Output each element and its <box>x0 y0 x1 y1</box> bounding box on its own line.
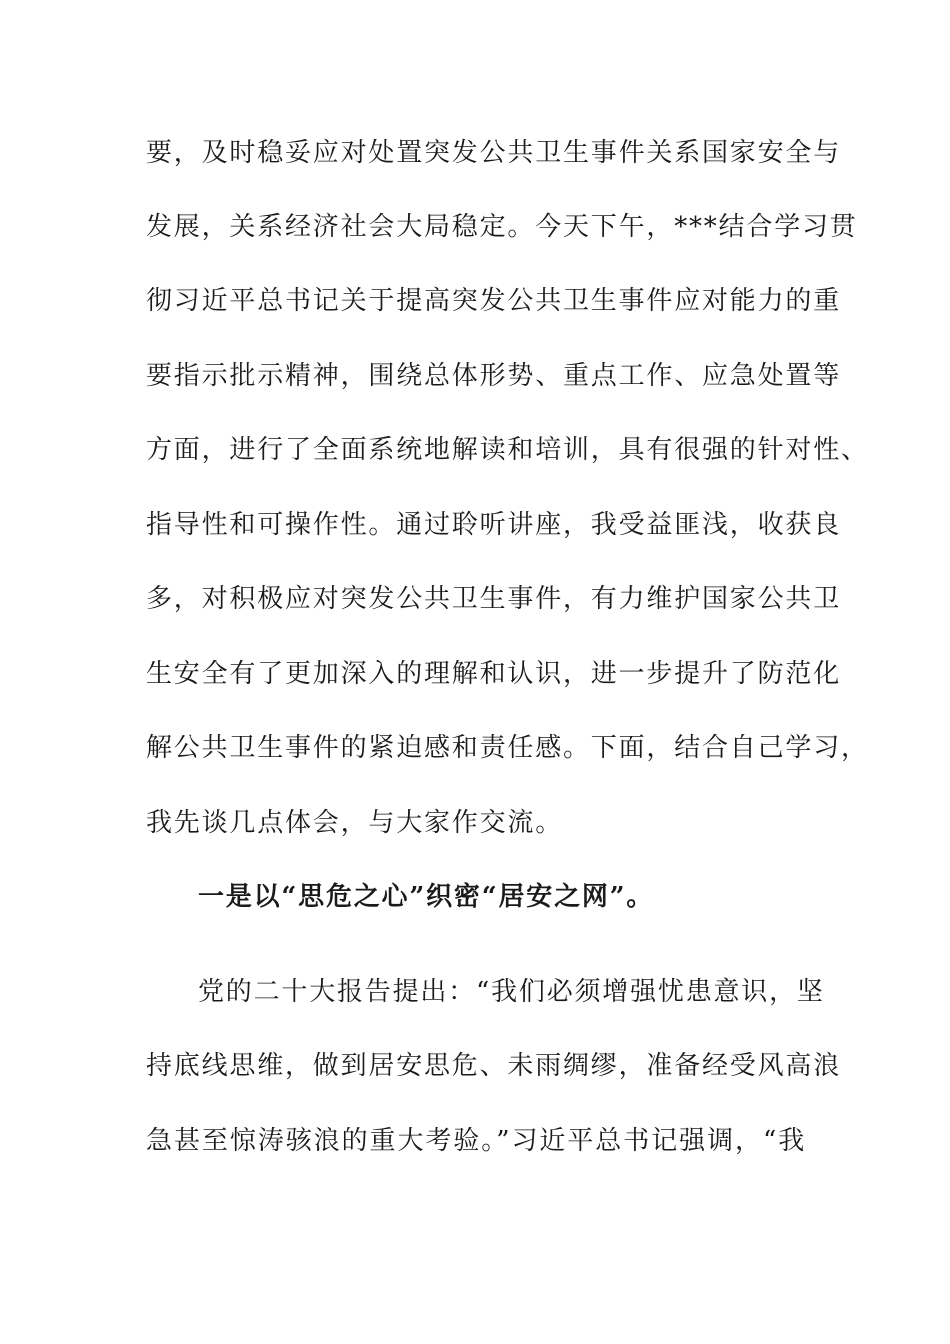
paragraph-2-line-3: 急甚至惊涛骇浪的重大考验。”习近平总书记强调，“我 <box>146 1126 806 1156</box>
paragraph-1-line-8: 生安全有了更加深入的理解和认识，进一步提升了防范化 <box>146 659 842 689</box>
paragraph-1-line-6: 指导性和可操作性。通过聆听讲座，我受益匪浅，收获良 <box>146 510 842 540</box>
paragraph-1-line-5: 方面，进行了全面系统地解读和培训，具有很强的针对性、 <box>146 435 869 465</box>
paragraph-1-line-3: 彻习近平总书记关于提高突发公共卫生事件应对能力的重 <box>146 286 842 316</box>
section-heading-1: 一是以“思危之心”织密“居安之网”。 <box>198 882 655 912</box>
paragraph-2-line-2: 持底线思维，做到居安思危、未雨绸缪，准备经受风高浪 <box>146 1051 842 1081</box>
paragraph-1-line-1: 要，及时稳妥应对处置突发公共卫生事件关系国家安全与 <box>146 138 842 168</box>
paragraph-1-line-7: 多，对积极应对突发公共卫生事件，有力维护国家公共卫 <box>146 584 842 614</box>
paragraph-1-line-9: 解公共卫生事件的紧迫感和责任感。下面，结合自己学习， <box>146 733 869 763</box>
paragraph-1-line-2: 发展，关系经济社会大局稳定。今天下午，***结合学习贯 <box>146 212 858 242</box>
paragraph-1-line-10: 我先谈几点体会，与大家作交流。 <box>146 808 564 838</box>
paragraph-2-line-1: 党的二十大报告提出：“我们必须增强忧患意识，坚 <box>198 977 825 1007</box>
paragraph-1-line-4: 要指示批示精神，围绕总体形势、重点工作、应急处置等 <box>146 361 842 391</box>
